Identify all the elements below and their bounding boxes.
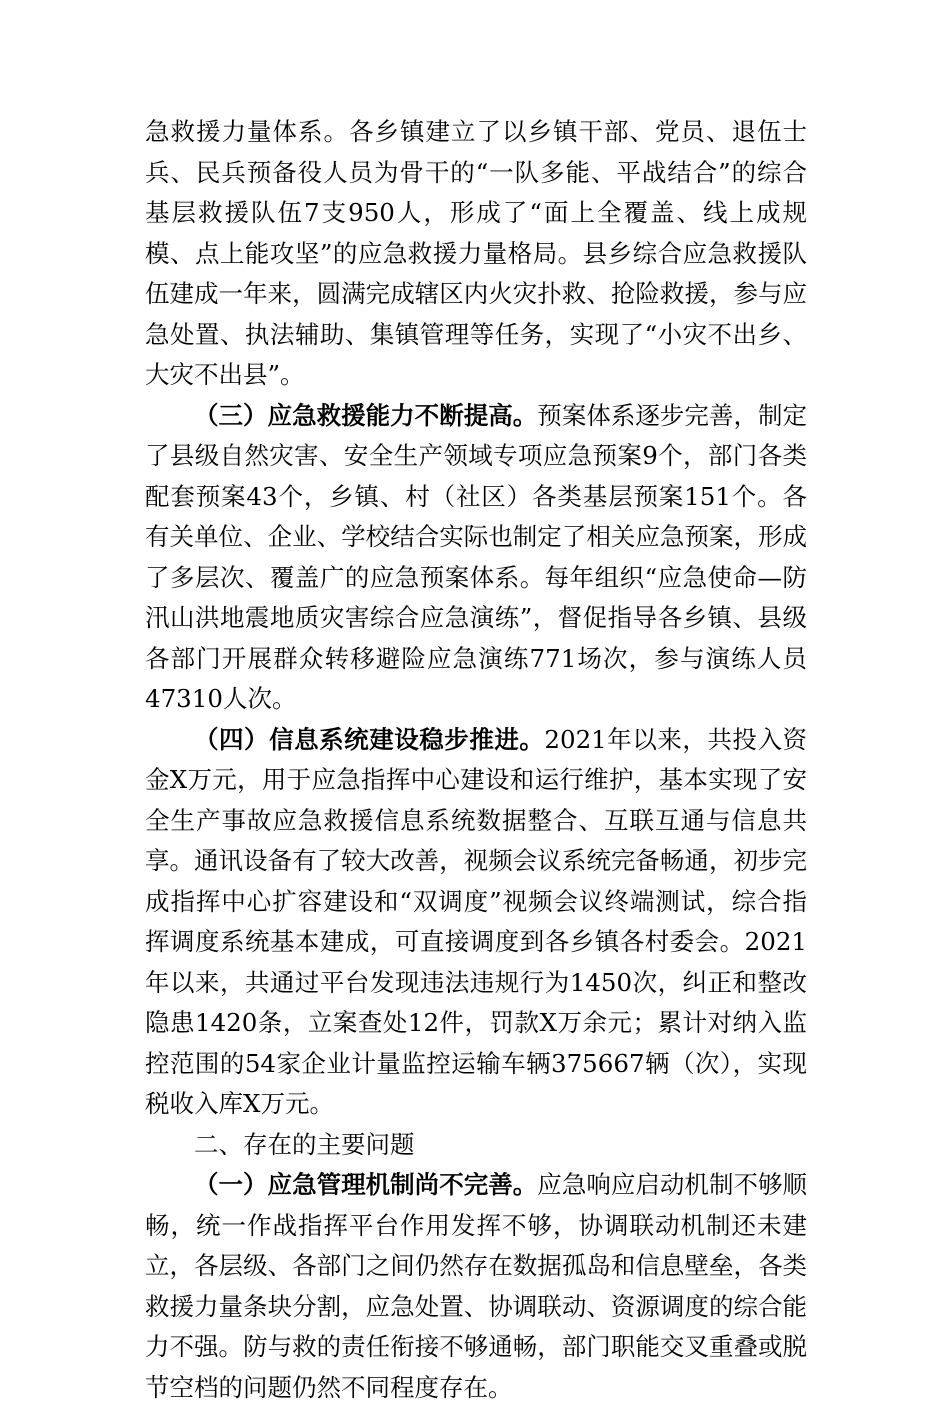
paragraph-body: 急救援力量体系。各乡镇建立了以乡镇干部、党员、退伍士兵、民兵预备役人员为骨干的“一队多能、平战结合”的综合基层救援队伍7支950人，形成了“面上全覆盖、线上成规模、点上能攻坚”的应急救援力量格局。县乡综合应急救援队伍建成一年来，圆满完成辖区内火灾扑救、抢险救援，参与应急处置、执法辅助、集镇管理等任务，实现了“小灾不出乡、大灾不出县”。 xyxy=(145,117,807,389)
paragraph-management-mechanism xyxy=(145,1165,807,1408)
paragraph-body: 2021年以来，共投入资金X万元，用于应急指挥中心建设和运行维护，基本实现了安全生产事故应急救援信息系统数据整合、互联互通与信息共享。通讯设备有了较大改善，视频会议系统完备畅通，初步完成指挥中心扩容建设和“双调度”视频会议终端测试，综合指挥调度系统基本建成，可直接调度到各乡镇各村委会。2021年以来，共通过平台发现违法违规行为1450次，纠正和整改隐患1420条，立案查处12件，罚款X万余元；累计对纳入监控范围的54家企业计量监控运输车辆375667辆（次），实现税收入库X万元。 xyxy=(145,724,807,1118)
subsection-heading: （三）应急救援能力不断提高。 xyxy=(194,400,538,430)
paragraph-body: 预案体系逐步完善，制定了县级自然灾害、安全生产领域专项应急预案9个，部门各类配套预案43个，乡镇、村（社区）各类基层预案151个。各有关单位、企业、学校结合实际也制定了相关应急预案，形成了多层次、覆盖广的应急预案体系。每年组织“应急使命—防汛山洪地震地质灾害综合应急演练”，督促指导各乡镇、县级各部门开展群众转移避险应急演练771场次，参与演练人员47310人次。 xyxy=(145,400,808,713)
paragraph-rescue-force-system xyxy=(145,112,807,396)
section-heading-main-problems: 二、存在的主要问题 xyxy=(194,1129,415,1159)
subsection-heading: （一）应急管理机制尚不完善。 xyxy=(194,1170,538,1199)
paragraph-body: 应急响应启动机制不够顺畅，统一作战指挥平台作用发挥不够，协调联动机制还未建立，各层级、各部门之间仍然存在数据孤岛和信息壁垒，各类救援力量条块分割，应急处置、协调联动、资源调度的综合能力不强。防与救的责任衔接不够通畅，部门职能交叉重叠或脱节空档的问题仍然不同程度存在。 xyxy=(145,1170,808,1402)
subsection-heading: （四）信息系统建设稳步推进。 xyxy=(194,724,545,754)
paragraph-information-system xyxy=(145,720,807,1125)
paragraph-rescue-capability xyxy=(145,396,807,720)
document-page xyxy=(145,112,807,1408)
